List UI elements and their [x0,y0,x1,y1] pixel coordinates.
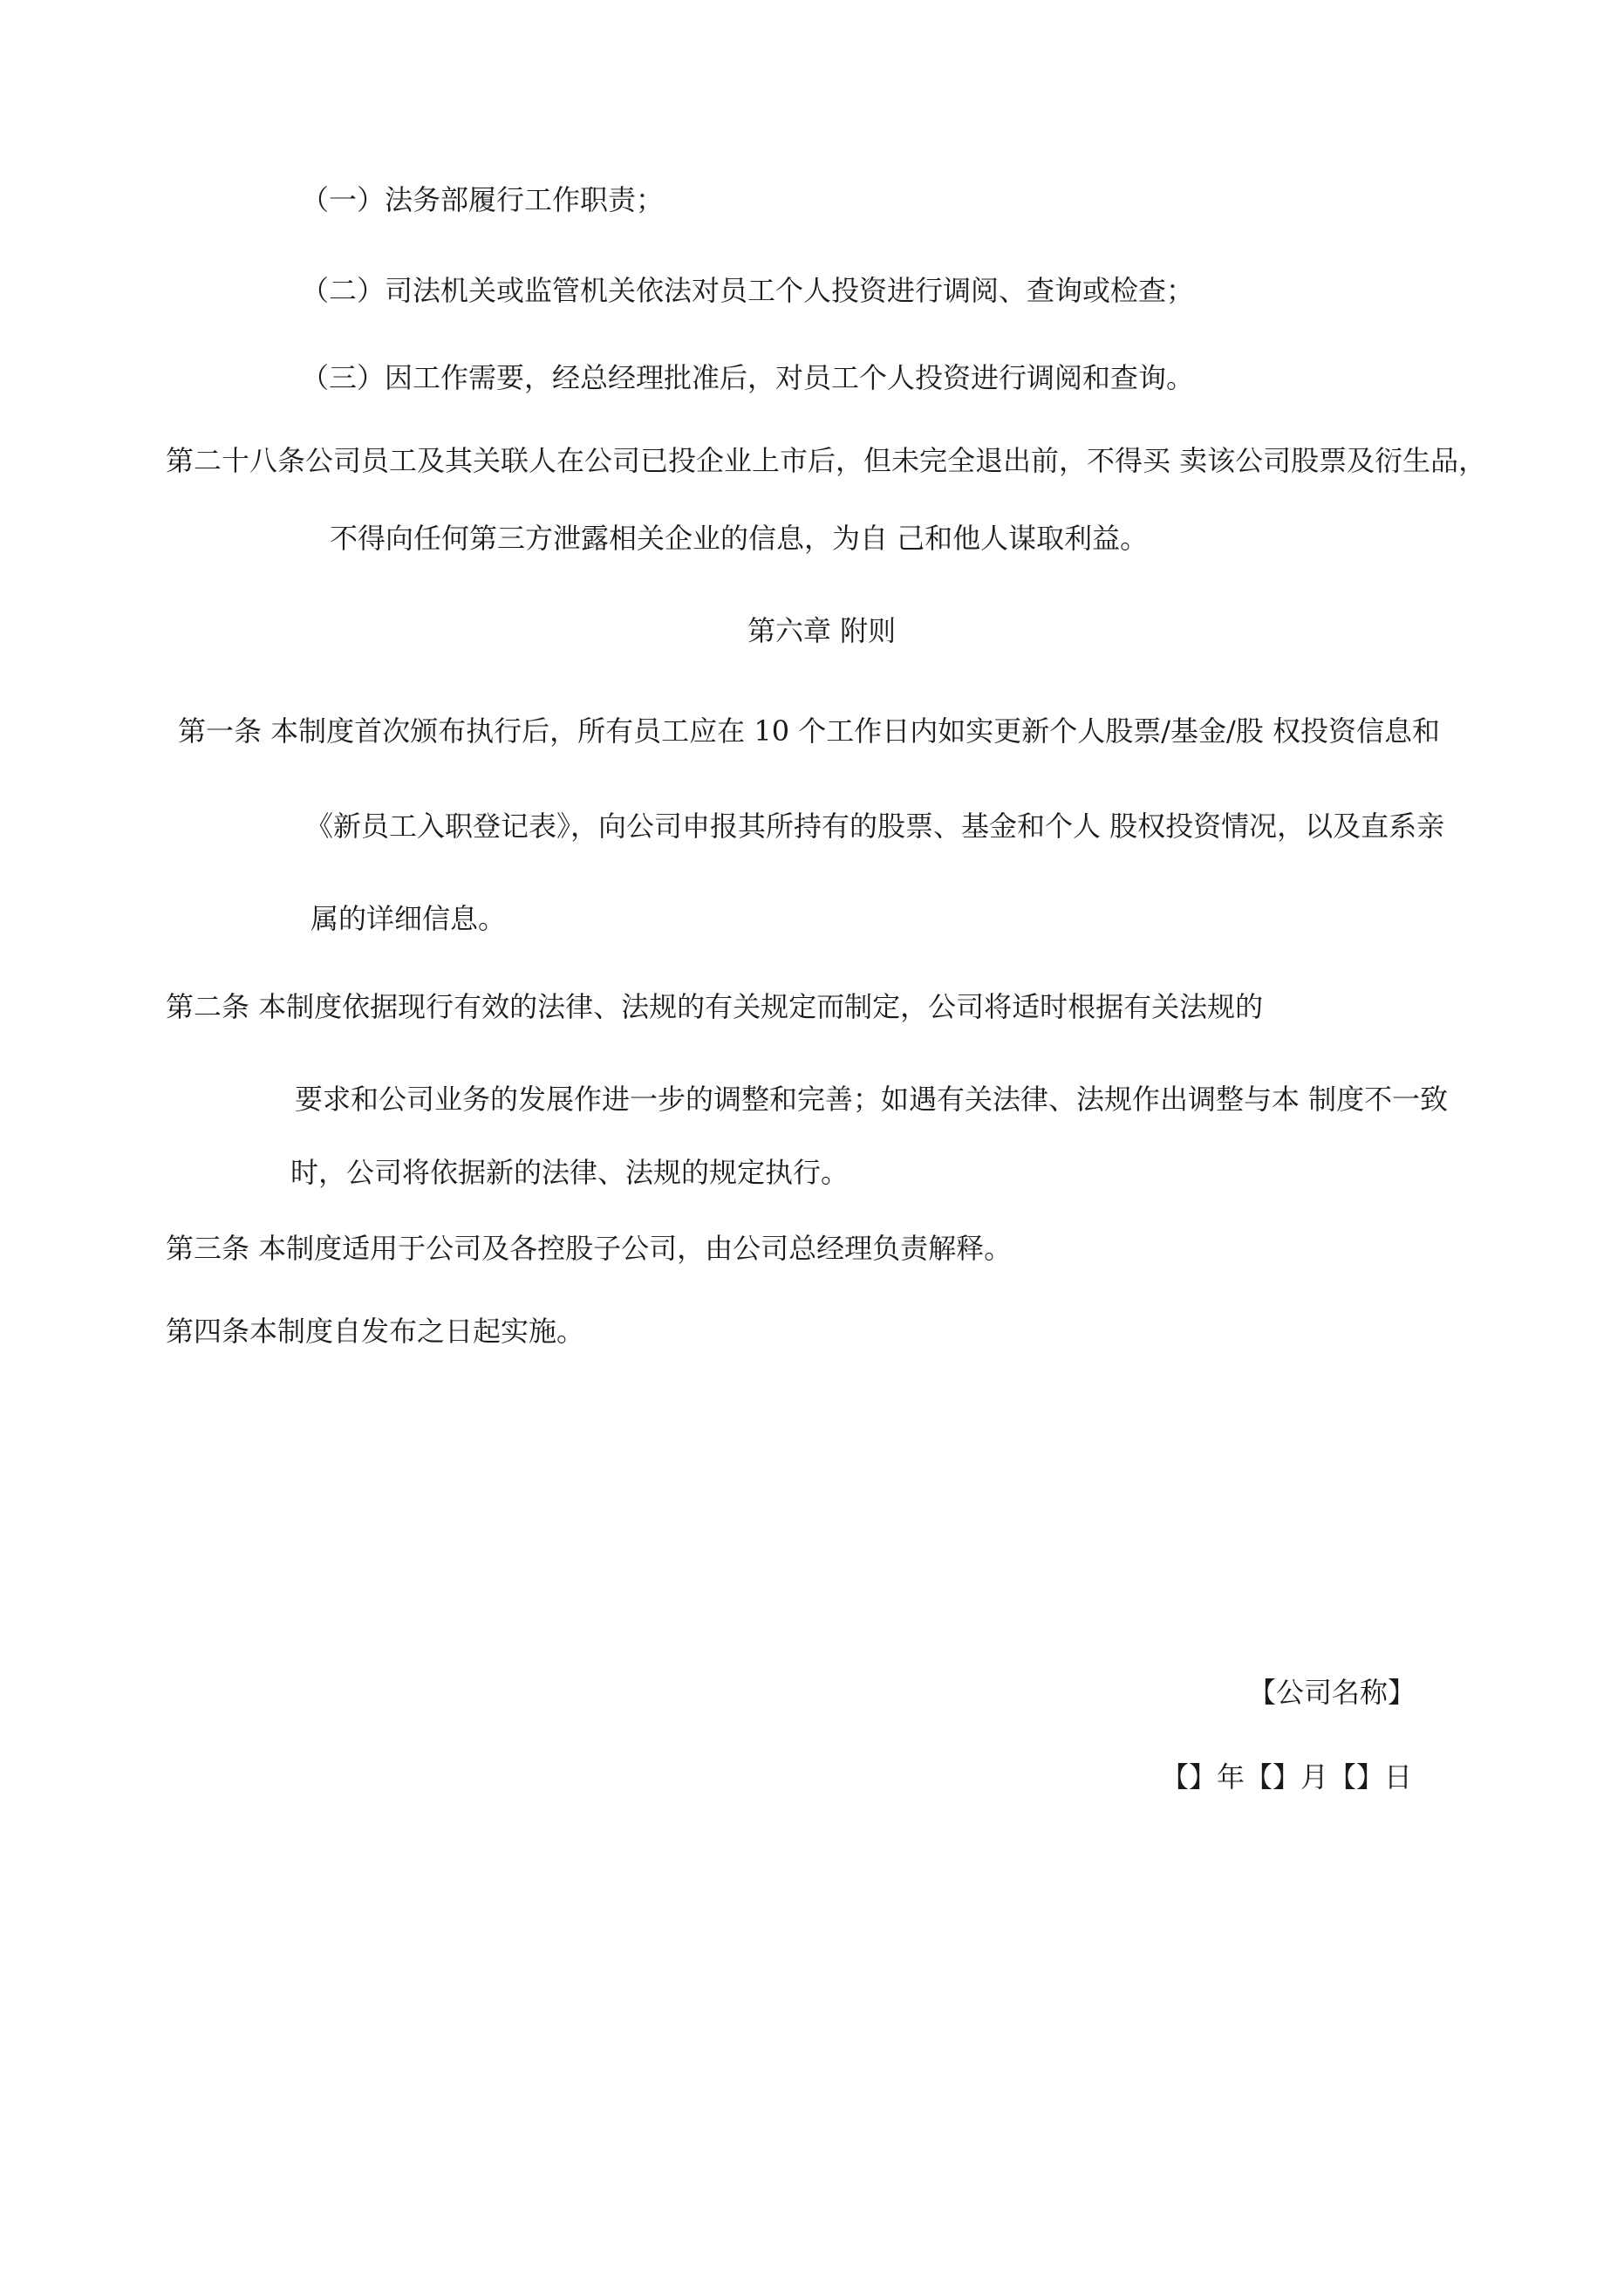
signature-company: 【公司名称】 [1248,1676,1416,1709]
article-2-line-1: 第二条 本制度依据现行有效的法律、法规的有关规定而制定，公司将适时根据有关法规的 [166,990,1264,1023]
article-28-line-1: 第二十八条公司员工及其关联人在公司已投企业上市后，但未完全退出前，不得买 卖该公司股票及衍生品， [166,444,1487,477]
article-2-line-3: 时，公司将依据新的法律、法规的规定执行。 [290,1156,850,1189]
article-28-line-2: 不得向任何第三方泄露相关企业的信息，为自 己和他人谋取利益。 [330,522,1149,555]
item-2: （二）司法机关或监管机关依法对员工个人投资进行调阅、查询或检查； [301,274,1195,307]
signature-date: 【】年【】月【】日 [1161,1760,1413,1794]
article-2-line-2: 要求和公司业务的发展作进一步的调整和完善；如遇有关法律、法规作出调整与本 制度不一致 [295,1083,1449,1116]
item-3: （三）因工作需要，经总经理批准后，对员工个人投资进行调阅和查询。 [301,361,1195,394]
item-1: （一）法务部履行工作职责； [301,183,665,216]
article-4: 第四条本制度自发布之日起实施。 [166,1315,585,1348]
article-3: 第三条 本制度适用于公司及各控股子公司，由公司总经理负责解释。 [166,1232,1013,1265]
article-1-line-3: 属的详细信息。 [310,902,507,935]
article-1-line-2: 《新员工入职登记表》，向公司申报其所持有的股票、基金和个人 股权投资情况，以及直系亲 [305,810,1445,843]
article-1-line-1: 第一条 本制度首次颁布执行后，所有员工应在 10 个工作日内如实更新个人股票/基金/股 权投资信息和 [178,714,1440,748]
chapter-title: 第六章 附则 [747,614,897,647]
